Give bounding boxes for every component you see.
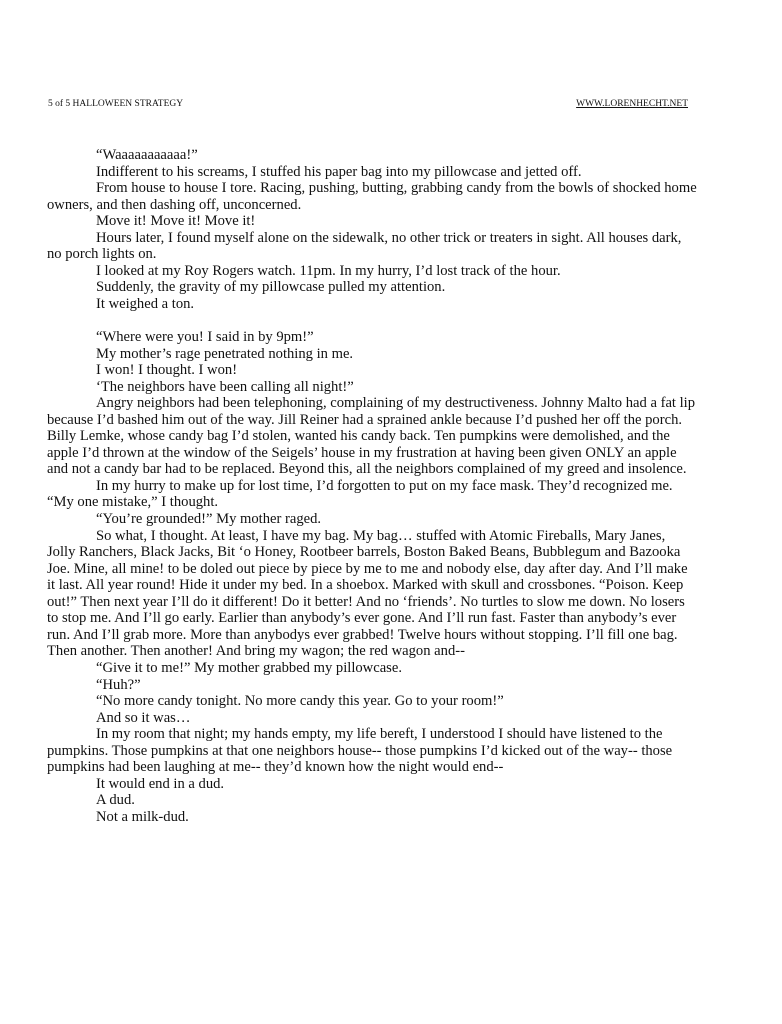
paragraph: “Waaaaaaaaaaa!”: [96, 147, 198, 163]
paragraph: “You’re grounded!” My mother raged.: [96, 511, 322, 528]
header-page-info: 5 of 5 HALLOWEEN STRATEGY: [48, 99, 184, 109]
paragraph: Not a milk-dud.: [96, 808, 189, 825]
paragraph: I won! I thought. I won!: [96, 362, 238, 379]
paragraph: In my hurry to make up for lost time, I’d forgotten to put on my face mask. They’d recognized me. “My one mistake,” I thought.: [47, 477, 673, 511]
paragraph: A dud.: [96, 792, 135, 809]
paragraph: Suddenly, the gravity of my pillowcase pulled my attention.: [96, 279, 446, 296]
story-body: [47, 147, 697, 825]
paragraph: From house to house I tore. Racing, pushing, butting, grabbing candy from the bowls of shocked home owners, and then dashing off, unconcerned.: [47, 180, 697, 213]
paragraph: And so it was…: [96, 709, 191, 726]
paragraph: Move it! Move it! Move it!: [96, 213, 256, 230]
paragraph: “No more candy tonight. No more candy this year. Go to your room!”: [96, 693, 504, 710]
paragraph: “Huh?”: [96, 676, 141, 693]
header-website-link[interactable]: WWW.LORENHECHT.NET: [576, 99, 688, 109]
paragraph: Indifferent to his screams, I stuffed his paper bag into my pillowcase and jetted off.: [96, 163, 582, 180]
paragraph: It weighed a ton.: [96, 295, 195, 312]
paragraph: My mother’s rage penetrated nothing in me.: [96, 345, 354, 362]
page-header: [48, 99, 688, 113]
paragraph: Hours later, I found myself alone on the sidewalk, no other trick or treaters in sight. All houses dark, no porch lights on.: [47, 229, 682, 263]
paragraph: In my room that night; my hands empty, my life bereft, I understood I should have listened to the pumpkins. Those pumpkins at that one neighbors house-- those pumpkins I’d kicked out of the way-- those pumpkins had been laughing at me-- they’d known how the night would end--: [47, 726, 673, 776]
paragraph: “Give it to me!” My mother grabbed my pillowcase.: [96, 659, 402, 676]
paragraph: Angry neighbors had been telephoning, complaining of my destructiveness. Johnny Malto had a fat lip because I’d bashed him out of the way. Jill Reiner had a sprained ankle because I’d pushed her off the porch. Billy Lemke, whose candy bag I’d stolen, wanted his candy back. Ten pumpkins were demolished, and the apple I’d thrown at the window of the Seigels’ house in my frustration at having been given ONLY an apple and not a candy bar had to be replaced. Beyond this, all the neighbors complained of my greed and insolence.: [47, 395, 696, 478]
paragraph: I looked at my Roy Rogers watch. 11pm. In my hurry, I’d lost track of the hour.: [96, 262, 561, 279]
paragraph: So what, I thought. At least, I have my bag. My bag… stuffed with Atomic Fireballs, Mary Janes, Jolly Ranchers, Black Jacks, Bit ‘o Honey, Rootbeer barrels, Boston Baked Beans, Bubblegum and Bazooka Joe. Mine, all mine! to be doled out piece by piece by me to me and nobody else, day after day. And I’ll make it last. All year round! Hide it under my bed. In a shoebox. Marked with skull and crossbones. “Poison. Keep out!” Then next year I’ll do it different! Do it better! And no ‘friends’. No turtles to slow me down. No losers to stop me. And I’ll go early. Earlier than anybody’s ever gone. And I’ll run fast. Faster than anybody’s ever run. And I’ll grab more. More than anybodys ever grabbed! Twelve hours without stopping. I’ll fill one bag. Then another. Then another! And bring my wagon; the red wagon and--: [47, 527, 688, 660]
paragraph: It would end in a dud.: [96, 775, 225, 792]
paragraph: “Where were you! I said in by 9pm!”: [96, 329, 314, 346]
section-break: [47, 312, 697, 329]
paragraph: ‘The neighbors have been calling all night!”: [96, 378, 354, 395]
